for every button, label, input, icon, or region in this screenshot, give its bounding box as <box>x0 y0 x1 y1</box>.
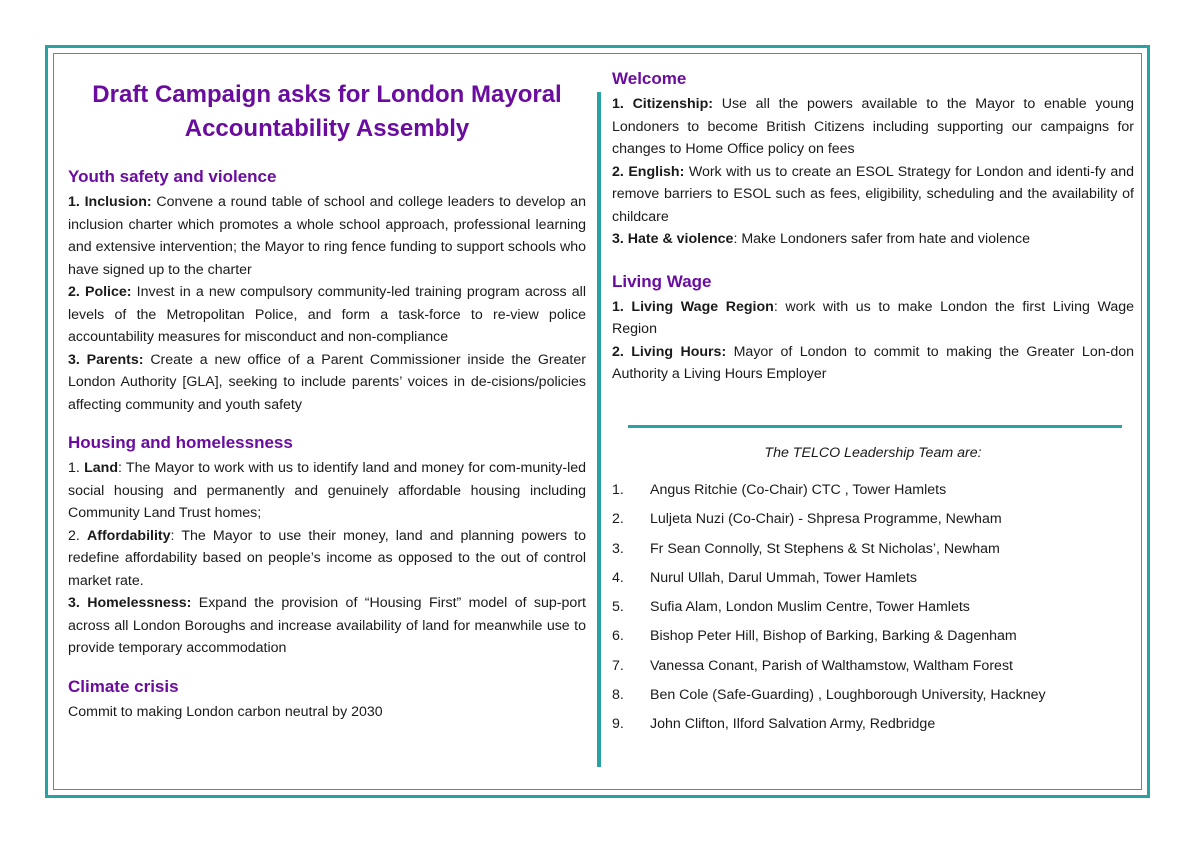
list-item <box>612 568 1134 597</box>
item-label: 3. Hate & violence <box>612 231 734 247</box>
item-text: Work with us to create an ESOL Strategy for London and identi-fy and remove barriers to ESOL such as fees, eligibility, scheduling and the availability of childcare <box>612 163 1135 225</box>
list-item <box>612 539 1134 568</box>
item-label: 1. Living Wage Region <box>612 298 774 315</box>
list-item <box>612 480 1134 509</box>
member-name: Sufia Alam, London Muslim Centre, Tower Hamlets <box>650 599 970 616</box>
list-item <box>612 714 1134 743</box>
item-label: 2. Living Hours: <box>612 343 727 360</box>
left-column <box>68 78 586 723</box>
list-number: 4. <box>612 569 624 586</box>
list-item <box>612 509 1134 538</box>
item-text: Create a new office of a Parent Commissioner inside the Greater London Authority [GLA], seeking to include parents’ voices in de-cisions/policies affecting community and youth safety <box>68 351 586 413</box>
item-number: 2. <box>68 527 80 544</box>
list-item <box>612 656 1134 685</box>
list-number: 2. <box>612 511 624 528</box>
list-item <box>612 685 1134 714</box>
welcome-item-english <box>612 161 1134 229</box>
section-heading-climate: Climate crisis <box>68 676 179 696</box>
item-label: Land <box>84 460 118 476</box>
list-item <box>612 597 1134 626</box>
item-label: 1. Citizenship: <box>612 96 713 112</box>
member-name: Fr Sean Connolly, St Stephens & St Nicholas’, Newham <box>650 540 1000 557</box>
item-text: Mayor of London to commit to making the Greater Lon-don Authority a Living Hours Employer <box>612 343 1135 382</box>
item-text: Invest in a new compulsory community-led training program across all levels of the Metropolitan Police, and form a task-force to re-view police accountability measures for misconduct and non-compliance <box>68 284 586 345</box>
list-number: 1. <box>612 482 624 498</box>
team-list <box>612 480 1134 744</box>
list-number: 6. <box>612 628 624 645</box>
item-text: : The Mayor to work with us to identify land and money for com-munity-led social housing and permanently and genuinely affordable housing including Community Land Trust homes; <box>68 460 586 521</box>
climate-item: Commit to making London carbon neutral by 2030 <box>68 703 383 720</box>
item-text: Use all the powers available to the Mayor to enable young Londoners to become British Citizens including supporting our campaigns for changes to Home Office policy on fees <box>612 96 1134 157</box>
list-number: 9. <box>612 716 624 733</box>
list-number: 7. <box>612 657 624 674</box>
member-name: Nurul Ullah, Darul Ummah, Tower Hamlets <box>650 569 918 586</box>
living-wage-item-region <box>612 296 1134 341</box>
item-text: Expand the provision of “Housing First” model of sup-port across all London Boroughs and increase availability of land for meanwhile use to provide temporary accommodation <box>68 595 586 656</box>
section-heading-youth: Youth safety and violence <box>68 167 277 186</box>
list-number: 8. <box>612 687 624 704</box>
section-heading-living-wage: Living Wage <box>612 271 712 291</box>
youth-item-parents <box>68 349 586 417</box>
member-name: Luljeta Nuzi (Co-Chair) - Shpresa Programme, Newham <box>650 511 1002 528</box>
team-title: The TELCO Leadership Team are: <box>764 445 982 461</box>
item-text: Convene a round table of school and college leaders to develop an inclusion charter which promotes a whole school approach, professional learning and extensive intervention; the Mayor to ring fence funding to support schools who have signed up to the charter <box>68 194 586 278</box>
document-title: Draft Campaign asks for London Mayoral Accountability Assembly <box>92 81 562 142</box>
list-number: 3. <box>612 540 624 557</box>
item-text: : work with us to make London the first Living Wage Region <box>612 298 1134 337</box>
welcome-item-hate <box>612 228 1134 251</box>
section-divider <box>628 425 1122 428</box>
item-text: : Make Londoners safer from hate and violence <box>733 231 1030 247</box>
item-text: : The Mayor to use their money, land and planning powers to redefine affordability based on people’s income as opposed to the out of control market rate. <box>68 527 586 589</box>
member-name: Bishop Peter Hill, Bishop of Barking, Barking & Dagenham <box>650 628 1017 645</box>
item-number: 1. <box>68 460 80 476</box>
youth-item-inclusion <box>68 191 586 281</box>
member-name: Ben Cole (Safe-Guarding) , Loughborough University, Hackney <box>650 687 1046 704</box>
item-label: 3. Homelessness: <box>68 595 192 611</box>
item-label: Affordability <box>86 527 171 544</box>
housing-item-affordability <box>68 525 586 593</box>
member-name: John Clifton, Ilford Salvation Army, Redbridge <box>650 716 936 733</box>
member-name: Vanessa Conant, Parish of Walthamstow, Waltham Forest <box>650 657 1013 674</box>
list-item <box>612 626 1134 655</box>
item-label: 1. Inclusion: <box>68 194 152 210</box>
list-number: 5. <box>612 599 624 616</box>
item-label: 3. Parents: <box>68 351 144 368</box>
section-heading-welcome: Welcome <box>612 69 687 88</box>
youth-item-police <box>68 281 586 349</box>
column-divider <box>597 92 601 767</box>
member-name: Angus Ritchie (Co-Chair) CTC , Tower Hamlets <box>650 482 947 498</box>
section-heading-housing: Housing and homelessness <box>68 433 293 452</box>
living-wage-item-hours <box>612 341 1134 386</box>
housing-item-homelessness <box>68 592 586 660</box>
housing-item-land <box>68 457 586 525</box>
right-column <box>612 68 1134 386</box>
welcome-item-citizenship <box>612 93 1134 161</box>
item-label: 2. Police: <box>68 284 132 300</box>
item-label: 2. English: <box>612 163 685 180</box>
